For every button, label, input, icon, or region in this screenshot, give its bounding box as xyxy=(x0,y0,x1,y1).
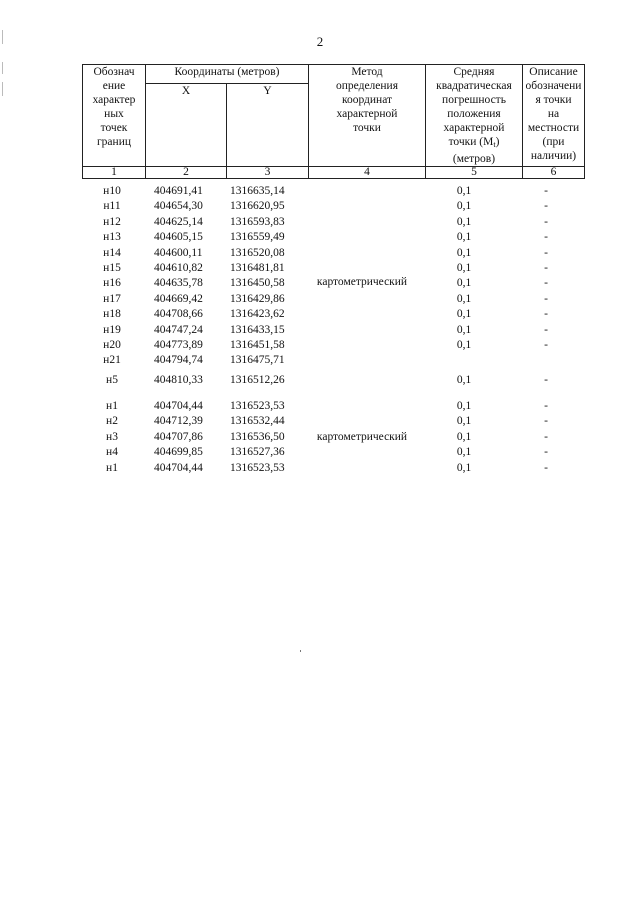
description-value: - xyxy=(544,339,548,351)
description-value: - xyxy=(544,415,548,428)
description-value: - xyxy=(544,277,548,290)
error-value: 0,1 xyxy=(456,262,472,274)
error-value: 0,1 xyxy=(456,215,472,228)
table-row xyxy=(82,399,574,414)
header-point-designation: Обознач ение характер ных точек границ xyxy=(83,65,146,167)
point-id: н19 xyxy=(103,323,121,336)
coord-x: 404610,82 xyxy=(154,262,203,274)
description-value: - xyxy=(544,461,548,474)
error-value: 0,1 xyxy=(456,308,472,321)
coordinates-table-header xyxy=(82,64,585,179)
coord-x: 404635,78 xyxy=(154,277,203,290)
description-value: - xyxy=(544,246,548,259)
coord-y: 1316593,83 xyxy=(230,215,285,228)
error-value: 0,1 xyxy=(456,246,472,259)
coord-y: 1316512,26 xyxy=(230,373,285,386)
error-value: 0,1 xyxy=(456,292,472,305)
point-id: н17 xyxy=(103,292,121,305)
coord-x: 404707,86 xyxy=(154,430,203,443)
point-id: н4 xyxy=(106,446,118,459)
header-method: Метод определения координат характерной точки xyxy=(309,65,426,167)
scan-edge-mark xyxy=(2,62,3,74)
point-id: н12 xyxy=(103,215,121,228)
point-id: н20 xyxy=(103,339,121,351)
column-number: 2 xyxy=(146,167,227,179)
description-value: - xyxy=(544,308,548,321)
method-label-group-1: картометрический xyxy=(316,276,408,288)
method-label-group-2: картометрический xyxy=(316,431,408,443)
error-value: 0,1 xyxy=(456,200,472,213)
table-row xyxy=(82,215,574,230)
coord-y: 1316429,86 xyxy=(230,292,285,305)
point-id: н3 xyxy=(106,430,118,443)
point-id: н2 xyxy=(106,415,118,428)
table-row xyxy=(82,338,574,353)
description-value: - xyxy=(544,215,548,228)
point-id: н15 xyxy=(103,262,121,274)
table-row xyxy=(82,445,574,460)
error-value: 0,1 xyxy=(456,323,472,336)
error-value: 0,1 xyxy=(456,430,472,443)
coord-y: 1316451,58 xyxy=(230,339,285,351)
table-row xyxy=(82,261,574,276)
error-value: 0,1 xyxy=(456,185,472,197)
coord-y: 1316523,53 xyxy=(230,461,285,474)
coord-x: 404625,14 xyxy=(154,215,203,228)
column-number: 5 xyxy=(426,167,523,179)
coord-y: 1316475,71 xyxy=(230,354,285,367)
point-id: н13 xyxy=(103,231,121,244)
table-row xyxy=(82,414,574,429)
table-row xyxy=(82,323,574,338)
column-number: 3 xyxy=(227,167,309,179)
coord-y: 1316450,58 xyxy=(230,277,285,290)
coord-x: 404794,74 xyxy=(154,354,203,367)
error-value: 0,1 xyxy=(456,446,472,459)
coord-x: 404669,42 xyxy=(154,292,203,305)
coord-y: 1316635,14 xyxy=(230,185,285,197)
point-id: н1 xyxy=(106,400,118,412)
point-id: н11 xyxy=(103,200,121,213)
coord-x: 404654,30 xyxy=(154,200,203,213)
table-row xyxy=(82,353,574,368)
coord-x: 404704,44 xyxy=(154,400,203,412)
table-row xyxy=(82,199,574,214)
point-id: н21 xyxy=(103,354,121,367)
error-value: 0,1 xyxy=(456,373,472,386)
error-value: 0,1 xyxy=(456,339,472,351)
coord-y: 1316532,44 xyxy=(230,415,285,428)
coord-x: 404691,41 xyxy=(154,185,203,197)
column-number: 1 xyxy=(83,167,146,179)
coord-x: 404699,85 xyxy=(154,446,203,459)
error-value: 0,1 xyxy=(456,461,472,474)
coord-x: 404708,66 xyxy=(154,308,203,321)
table-row xyxy=(82,461,574,476)
coord-y: 1316523,53 xyxy=(230,400,285,412)
coord-y: 1316536,50 xyxy=(230,430,285,443)
coord-y: 1316559,49 xyxy=(230,231,285,244)
point-id: н16 xyxy=(103,277,121,290)
coord-x: 404704,44 xyxy=(154,461,203,474)
description-value: - xyxy=(544,262,548,274)
header-col-x: X xyxy=(146,84,227,167)
coord-x: 404605,15 xyxy=(154,231,203,244)
point-id: н10 xyxy=(103,185,121,197)
point-id: н5 xyxy=(106,373,118,386)
header-point-description: Описание обозначени я точки на местности (при наличии) xyxy=(523,65,585,167)
table-row xyxy=(82,184,574,199)
point-id: н18 xyxy=(103,308,121,321)
point-id: н14 xyxy=(103,246,121,259)
coord-x: 404747,24 xyxy=(154,323,203,336)
coord-y: 1316481,81 xyxy=(230,262,285,274)
error-value: 0,1 xyxy=(456,415,472,428)
coord-y: 1316433,15 xyxy=(230,323,285,336)
coord-x: 404773,89 xyxy=(154,339,203,351)
description-value: - xyxy=(544,323,548,336)
point-id: н1 xyxy=(106,461,118,474)
header-col-y: Y xyxy=(227,84,309,167)
description-value: - xyxy=(544,200,548,213)
header-coordinates-title: Координаты (метров) xyxy=(146,65,309,84)
coord-y: 1316520,08 xyxy=(230,246,285,259)
table-row xyxy=(82,246,574,261)
error-value: 0,1 xyxy=(456,277,472,290)
description-value: - xyxy=(544,292,548,305)
error-value: 0,1 xyxy=(456,231,472,244)
scan-edge-mark xyxy=(2,82,3,96)
coord-x: 404600,11 xyxy=(154,246,203,259)
description-value: - xyxy=(544,446,548,459)
coord-x: 404810,33 xyxy=(154,373,203,386)
description-value: - xyxy=(544,373,548,386)
table-row xyxy=(82,292,574,307)
description-value: - xyxy=(544,430,548,443)
coord-y: 1316620,95 xyxy=(230,200,285,213)
error-value: 0,1 xyxy=(456,400,472,412)
scan-dot xyxy=(300,650,301,652)
table-row xyxy=(82,307,574,322)
header-mean-square-error: Средняя квадратическая погрешность положения характерной точки $(M_t)$ (метров) xyxy=(426,65,523,167)
description-value: - xyxy=(544,231,548,244)
coord-y: 1316527,36 xyxy=(230,446,285,459)
description-value: - xyxy=(544,185,548,197)
column-number: 6 xyxy=(523,167,585,179)
page-number: 2 xyxy=(316,34,324,49)
coord-x: 404712,39 xyxy=(154,415,203,428)
column-number: 4 xyxy=(309,167,426,179)
coord-y: 1316423,62 xyxy=(230,308,285,321)
table-row xyxy=(82,373,574,388)
description-value: - xyxy=(544,400,548,412)
table-row xyxy=(82,230,574,245)
